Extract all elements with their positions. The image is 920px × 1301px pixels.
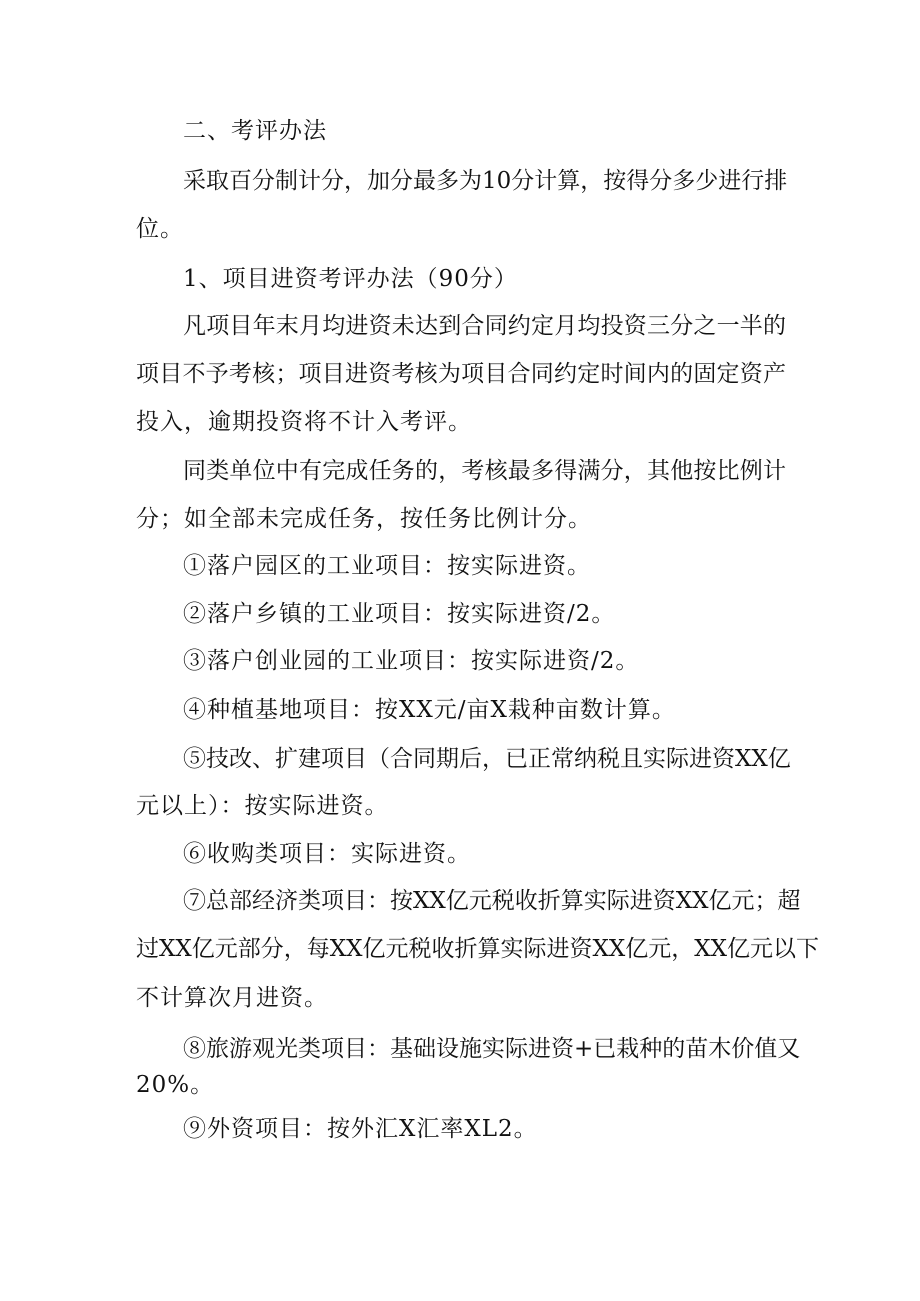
list-item-5-line-2: 元以上）：按实际进资。 [136, 793, 389, 819]
para1-line-3: 投入，逾期投资将不计入考评。 [136, 409, 472, 435]
list-item-9: ⑨外资项目：按外汇X汇率XL2。 [183, 1116, 538, 1142]
para1-line-1: 凡项目年末月均进资未达到合同约定月均投资三分之一半的 [183, 313, 786, 339]
list-item-7-line-3: 不计算次月进资。 [136, 985, 328, 1011]
list-item-2: ②落户乡镇的工业项目：按实际进资/2。 [183, 601, 616, 627]
intro-line-1: 采取百分制计分，加分最多为10分计算，按得分多少进行排 [183, 168, 788, 194]
subsection-heading: 1、项目进资考评办法（90分） [183, 266, 518, 292]
list-item-7-line-2: 过XX亿元部分，每XX亿元税收折算实际进资XX亿元，XX亿元以下 [136, 936, 819, 962]
list-item-4: ④种植基地项目：按XX元/亩X栽种亩数计算。 [183, 697, 676, 723]
list-item-3: ③落户创业园的工业项目：按实际进资/2。 [183, 648, 640, 674]
para1-line-2: 项目不予考核；项目进资考核为项目合同约定时间内的固定资产 [136, 361, 786, 387]
para2-line-2: 分；如全部未完成任务，按任务比例计分。 [136, 506, 592, 532]
list-item-7-line-1: ⑦总部经济类项目：按XX亿元税收折算实际进资XX亿元；超 [183, 888, 801, 914]
section-heading: 二、考评办法 [183, 118, 327, 144]
list-item-8-line-1: ⑧旅游观光类项目：基础设施实际进资+已栽种的苗木价值又 [183, 1036, 801, 1062]
list-item-1: ①落户园区的工业项目：按实际进资。 [183, 553, 591, 579]
list-item-5-line-1: ⑤技改、扩建项目（合同期后，已正常纳税且实际进资XX亿 [183, 746, 791, 772]
para2-line-1: 同类单位中有完成任务的，考核最多得满分，其他按比例计 [183, 458, 786, 484]
list-item-8-line-2: 20%。 [136, 1072, 215, 1098]
list-item-6: ⑥收购类项目：实际进资。 [183, 841, 471, 867]
intro-line-2: 位。 [136, 216, 184, 242]
